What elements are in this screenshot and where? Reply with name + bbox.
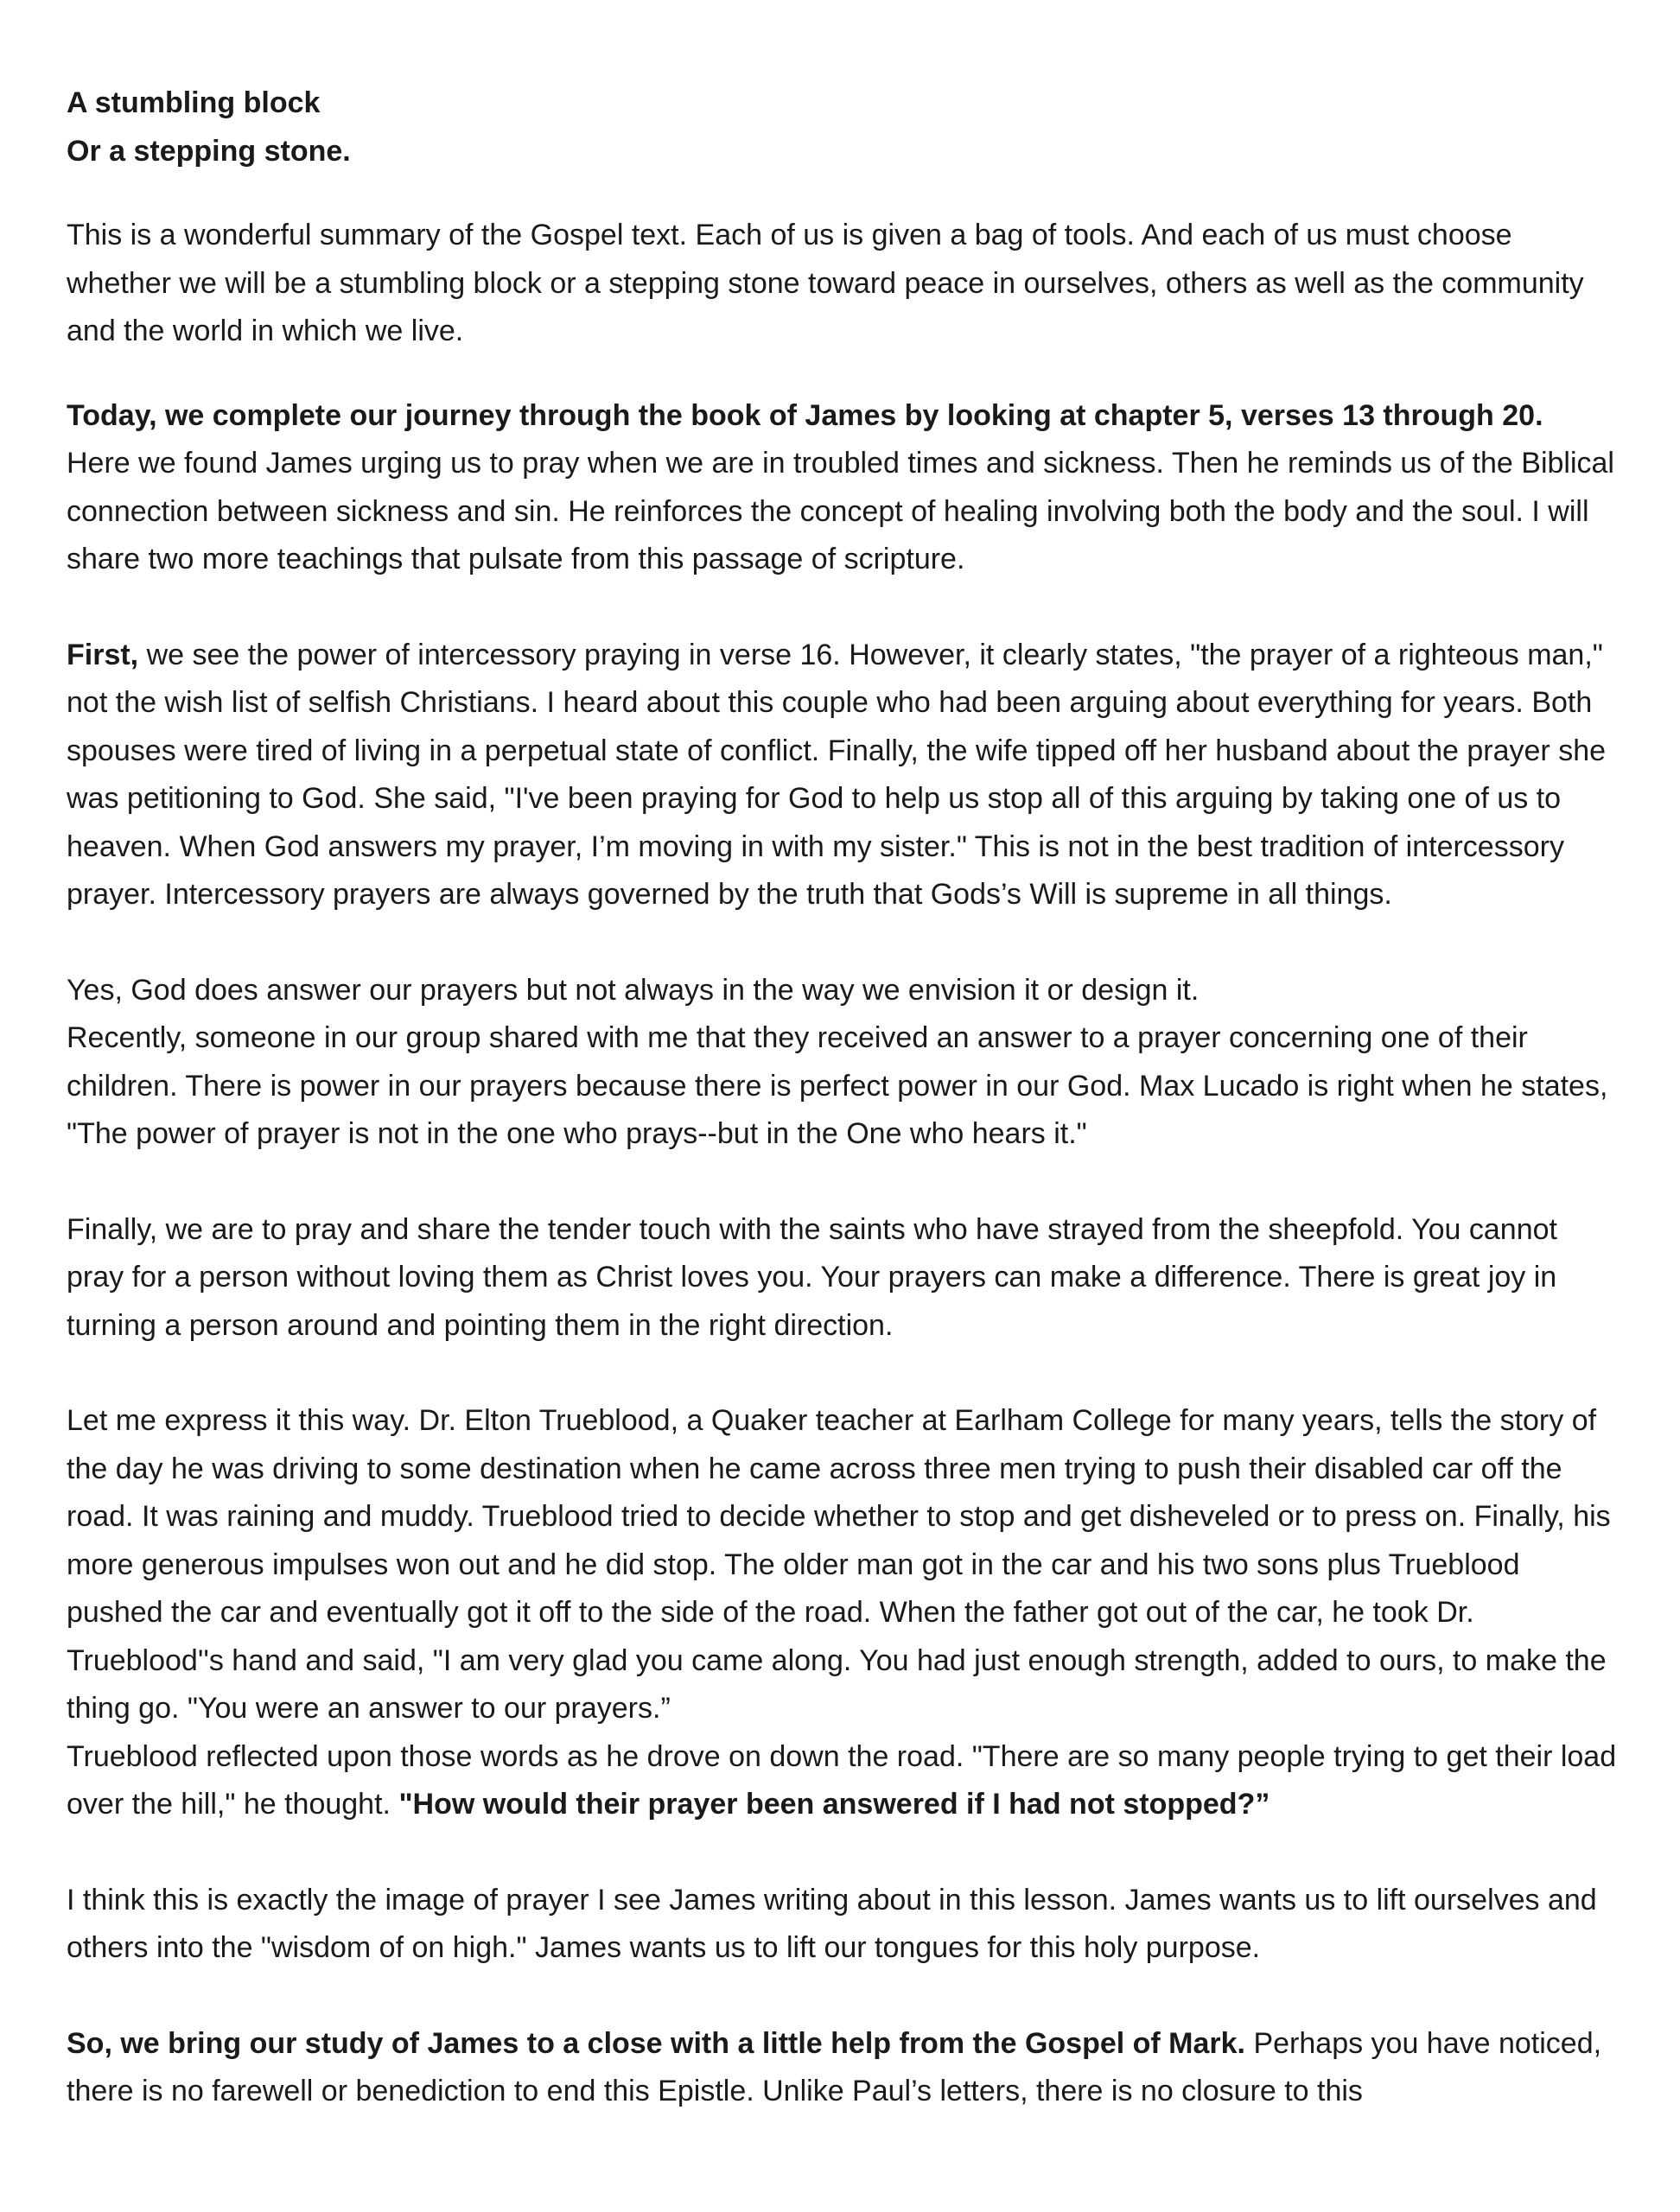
paragraph-first xyxy=(67,632,1622,919)
paragraph-finally: Finally, we are to pray and share the tender touch with the saints who have strayed from the sheepfold. You cannot pray for a person without loving them as Christ loves you. Your prayers can make a difference. There is great joy in turning a person around and pointing them in the right direction. xyxy=(67,1212,1557,1342)
paragraph-answer-text: Recently, someone in our group shared with me that they received an answer to a prayer concerning one of their children. There is power in our prayers because there is perfect power in our God. Max Lucado is right when he states, "The power of prayer is not in the one who prays--but in the One who hears it." xyxy=(67,1021,1608,1150)
paragraph-today xyxy=(67,392,1622,584)
paragraph-trueblood xyxy=(67,1397,1622,1829)
title-line-2: Or a stepping stone. xyxy=(67,134,351,168)
paragraph-closing-bold: So, we bring our study of James to a close with a little help from the Gospel of Mark. xyxy=(67,2026,1246,2060)
document-page xyxy=(67,79,1622,2116)
paragraph-first-text: we see the power of intercessory praying in verse 16. However, it clearly states, "the prayer of a righteous man," not the wish list of selfish Christians. I heard about this couple who had been arguing about everything for years. Both spouses were tired of living in a perpetual state of conflict. Finally, the wife tipped off her husband about the prayer she was petitioning to God. She said, "I've been praying for God to help us stop all of this arguing by taking one of us to heaven. When God answers my prayer, I’m moving in with my sister." This is not in the best tradition of intercessory prayer. Intercessory prayers are always governed by the truth that Gods’s Will is supreme in all things. xyxy=(67,638,1607,911)
paragraph-today-text: Here we found James urging us to pray when we are in troubled times and sickness. Then he reminds us of the Biblical connection between sickness and sin. He reinforces the concept of healing involving both the body and the soul. I will share two more teachings that pulsate from this passage of scripture. xyxy=(67,447,1614,575)
paragraph-today-bold: Today, we complete our journey through the book of James by looking at chapter 5, verses 13 through 20. xyxy=(67,398,1543,432)
paragraph-trueblood-story: Let me express it this way. Dr. Elton Trueblood, a Quaker teacher at Earlham College for many years, tells the story of the day he was driving to some destination when he came across three men trying to push their disabled car off the road. It was raining and muddy. Trueblood tried to decide whether to stop and get disheveled or to press on. Finally, his more generous impulses won out and he did stop. The older man got in the car and his two sons plus Trueblood pushed the car and eventually got it off to the side of the road. When the father got out of the car, he took Dr. Trueblood''s hand and said, "I am very glad you came along. You had just enough strength, added to ours, to make the thing go. "You were an answer to our prayers.” xyxy=(67,1404,1611,1725)
paragraph-closing xyxy=(67,2020,1622,2116)
paragraph-trueblood-quote: "How would their prayer been answered if I had not stopped?” xyxy=(398,1788,1270,1821)
paragraph-closing-text: Perhaps you have noticed, there is no farewell or benediction to end this Epistle. Unlike Paul’s letters, there is no closure to this xyxy=(67,2026,1602,2107)
paragraph-answer-line1: Yes, God does answer our prayers but not always in the way we envision it or design it. xyxy=(67,973,1200,1007)
paragraph-answer xyxy=(67,967,1622,1159)
title-line-1: A stumbling block xyxy=(67,86,321,119)
paragraph-image-of-prayer: I think this is exactly the image of prayer I see James writing about in this lesson. James wants us to lift ourselves and others into the "wisdom of on high." James wants us to lift our tongues for this holy purpose. xyxy=(67,1883,1597,1964)
paragraph-trueblood-reflection: Trueblood reflected upon those words as he drove on down the road. "There are so many people trying to get their load over the hill," he thought. xyxy=(67,1739,1617,1821)
paragraph-summary: This is a wonderful summary of the Gospel text. Each of us is given a bag of tools. And each of us must choose whether we will be a stumbling block or a stepping stone toward peace in ourselves, others as well as the community and the world in which we live. xyxy=(67,219,1584,347)
paragraph-first-bold: First, xyxy=(67,638,139,671)
